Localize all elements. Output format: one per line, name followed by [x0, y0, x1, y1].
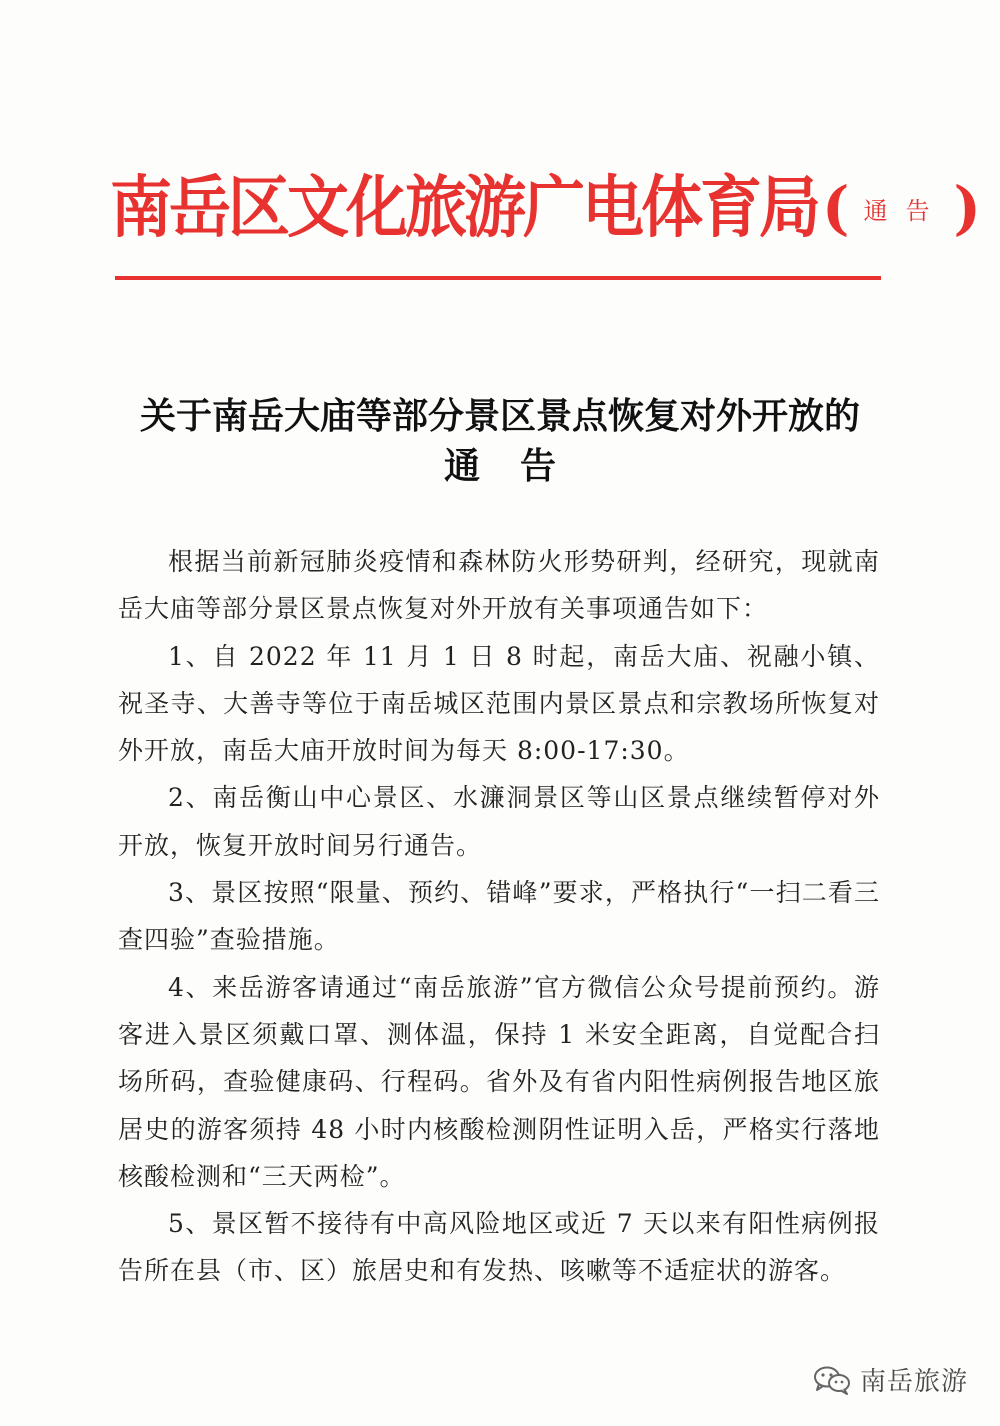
doc-type-group	[822, 174, 981, 242]
open-paren: (	[822, 174, 850, 242]
watermark	[812, 1361, 968, 1398]
org-name: 南岳区文化旅游广电体育局	[110, 168, 819, 247]
item-paragraph-5: 5、景区暂不接待有中高风险地区或近 7 天以来有阳性病例报告所在县（市、区）旅居史和有发热、咳嗽等不适症状的游客。	[118, 1209, 880, 1286]
intro-paragraph: 根据当前新冠肺炎疫情和森林防火形势研判，经研究，现就南岳大庙等部分景区景点恢复对外开放有关事项通告如下：	[118, 547, 880, 624]
letterhead-rule	[115, 276, 881, 280]
title-line-2: 通告	[443, 446, 596, 487]
letterhead	[110, 168, 981, 248]
watermark-text: 南岳旅游	[859, 1367, 968, 1397]
item-paragraph-4: 4、来岳游客请通过“南岳旅游”官方微信公众号提前预约。游客进入景区须戴口罩、测体温，保持 1 米安全距离，自觉配合扫场所码，查验健康码、行程码。省外及有省内阳性病例报告地区旅居史的游客须持 48 小时内核酸检测阴性证明入岳，严格实行落地核酸检测和“三天两检”。	[118, 972, 880, 1191]
item-paragraph-1: 1、自 2022 年 11 月 1 日 8 时起，南岳大庙、祝融小镇、祝圣寺、大善寺等位于南岳城区范围内景区景点和宗教场所恢复对外开放，南岳大庙开放时间为每天 8:00-17:30。	[118, 641, 880, 766]
title-line-1: 关于南岳大庙等部分景区景点恢复对外开放的	[139, 396, 860, 437]
document-title	[100, 392, 900, 492]
document-body	[118, 538, 880, 1295]
doc-type-label: 通告	[863, 196, 948, 225]
close-paren: )	[953, 174, 981, 242]
item-paragraph-2: 2、南岳衡山中心景区、水濂洞景区等山区景点继续暂停对外开放，恢复开放时间另行通告。	[118, 783, 880, 860]
item-paragraph-3: 3、景区按照“限量、预约、错峰”要求，严格执行“一扫二看三查四验”查验措施。	[118, 878, 880, 955]
wechat-icon	[812, 1365, 852, 1395]
